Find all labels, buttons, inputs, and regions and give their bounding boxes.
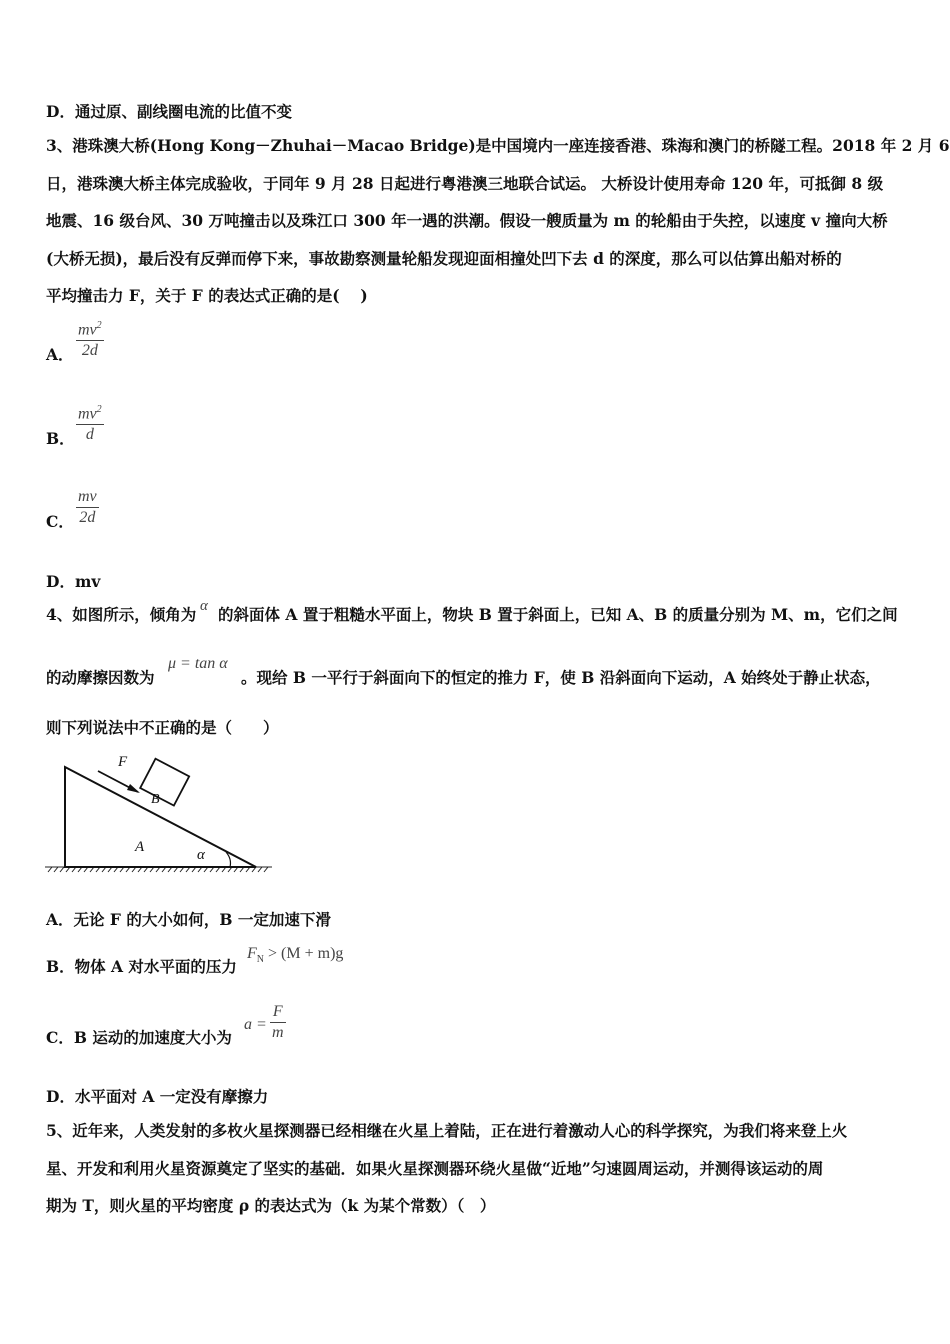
question-4-line-2b: 。现给 B 一平行于斜面向下的恒定的推力 F，使 B 沿斜面向下运动，A 始终处于静止状态， xyxy=(241,668,881,687)
force-arrow-head xyxy=(127,784,140,793)
q4-alpha-symbol: α xyxy=(200,598,208,614)
q3-option-a-formula: $mv^2$ 2d xyxy=(78,320,102,360)
label-alpha: α xyxy=(197,847,205,863)
q4-option-c-fraction: F m xyxy=(272,1003,284,1041)
label-b: B xyxy=(151,792,160,807)
question-4-line-1a: 4、如图所示，倾角为 xyxy=(46,605,197,624)
question-3-line-1: 3、港珠澳大桥(Hong Kong－Zhuhai－Macao Bridge)是中国境内一座连接香港、珠海和澳门的桥隧工程。2018 年 2 月 6 xyxy=(46,136,950,155)
question-5-line-3: 期为 T，则火星的平均密度 ρ 的表达式为（k 为某个常数）（ ） xyxy=(46,1196,496,1215)
block-b-rect xyxy=(140,759,189,806)
question-3-line-2: 日，港珠澳大桥主体完成验收，于同年 9 月 28 日起进行粤港澳三地联合试运。 大桥设计使用寿命 120 年，可抵御 8 级 xyxy=(46,174,884,193)
block-b xyxy=(140,759,189,806)
q3-option-b-formula: $mv^2$ d xyxy=(78,404,102,444)
q3-option-c-label: C． xyxy=(46,512,74,531)
label-a: A xyxy=(135,839,145,855)
question-5-line-1: 5、近年来，人类发射的多枚火星探测器已经相继在火星上着陆，正在进行着激动人心的科学探究，为我们将来登上火 xyxy=(46,1121,848,1140)
question-4-line-3: 则下列说法中不正确的是（ ） xyxy=(46,718,279,737)
incline-diagram xyxy=(40,748,280,878)
q4-friction-formula: μ = tan α xyxy=(168,655,228,672)
q3-option-a-label: A． xyxy=(46,345,74,364)
q4-option-c: C．B 运动的加速度大小为 xyxy=(46,1028,232,1047)
question-4-line-1b: 的斜面体 A 置于粗糙水平面上，物块 B 置于斜面上，已知 A、B 的质量分别为 M、m，它们之间 xyxy=(218,605,898,624)
q4-option-d: D．水平面对 A 一定没有摩擦力 xyxy=(46,1087,269,1106)
option-d-previous: D．通过原、副线圈电流的比值不变 xyxy=(46,102,292,121)
q4-option-c-lhs: a = xyxy=(244,1016,267,1033)
q3-option-b-label: B． xyxy=(46,429,75,448)
question-3-line-5: 平均撞击力 F，关于 F 的表达式正确的是( ) xyxy=(46,286,368,305)
q3-option-d: D．mv xyxy=(46,572,101,591)
question-4-line-2a: 的动摩擦因数为 xyxy=(46,668,155,687)
q3-option-c-formula: mv 2d xyxy=(78,488,97,526)
q4-option-b-formula: $F_N > (M + m)g$ xyxy=(247,945,344,966)
label-f: F xyxy=(118,754,128,770)
question-5-line-2: 星、开发和利用火星资源奠定了坚实的基础．如果火星探测器环绕火星做“近地”匀速圆周运动，并测得该运动的周 xyxy=(46,1159,824,1178)
question-3-line-3: 地震、16 级台风、30 万吨撞击以及珠江口 300 年一遇的洪潮。假设一艘质量为 m 的轮船由于失控，以速度 v 撞向大桥 xyxy=(46,211,888,230)
q4-option-b: B．物体 A 对水平面的压力 xyxy=(46,957,237,976)
q4-option-a: A．无论 F 的大小如何，B 一定加速下滑 xyxy=(46,910,331,929)
question-3-line-4: (大桥无损)，最后没有反弹而停下来，事故勘察测量轮船发现迎面相撞处凹下去 d 的深度，那么可以估算出船对桥的 xyxy=(46,249,842,268)
